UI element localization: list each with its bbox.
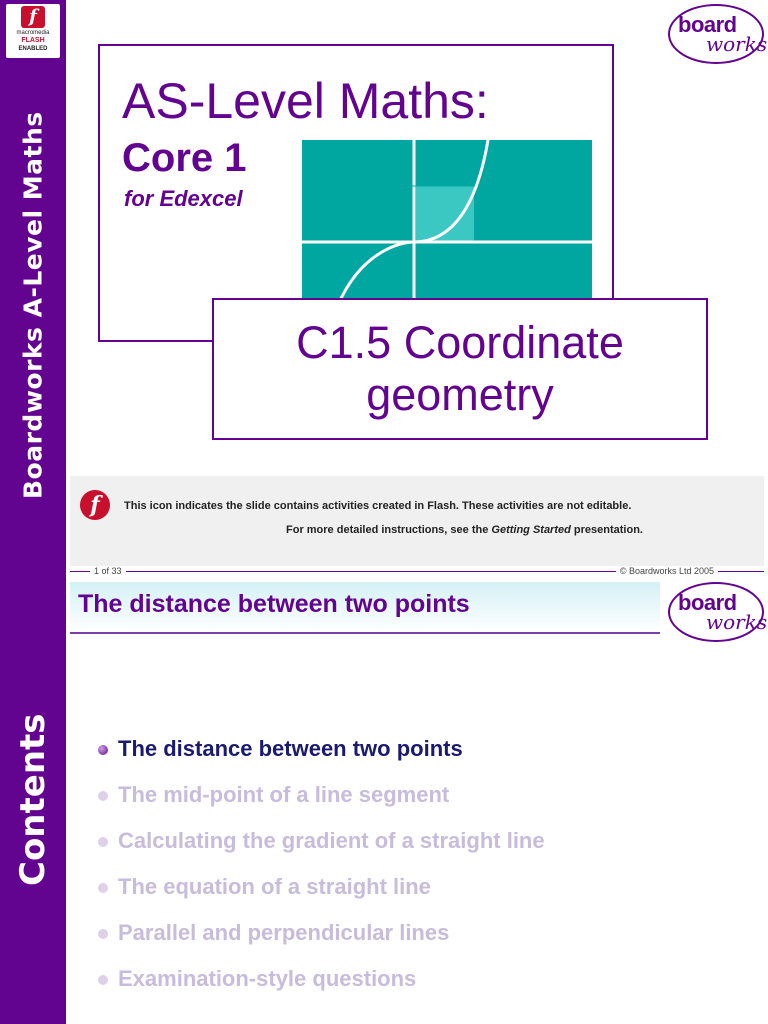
info-text: This icon indicates the slide contains activities created in Flash. These activities are not editable. [124, 500, 632, 512]
sidebar [0, 0, 66, 576]
sidebar-title: Contents [13, 713, 53, 887]
boardworks-logo [668, 582, 768, 642]
contents-item-distance[interactable] [98, 732, 545, 778]
contents-list [98, 732, 545, 1008]
contents-slide [0, 576, 768, 1024]
contents-item-gradient[interactable] [98, 824, 545, 870]
contents-item-label: The equation of a straight line [118, 874, 431, 899]
slide-footer [70, 566, 764, 576]
bullet-icon [98, 975, 108, 985]
contents-item-label: The distance between two points [118, 736, 463, 761]
flash-badge-line2: FLASH [21, 37, 45, 44]
page-title: AS-Level Maths: [122, 73, 489, 129]
getting-started-link[interactable]: Getting Started [491, 524, 571, 536]
sidebar [0, 576, 66, 1024]
logo-word-works: works [706, 610, 768, 634]
page-number: 1 of 33 [90, 566, 126, 576]
flash-enabled-badge [6, 4, 60, 58]
info-panel [70, 476, 764, 566]
contents-item-label: Parallel and perpendicular lines [118, 920, 450, 945]
flash-badge-line3: ENABLED [18, 46, 48, 52]
bullet-icon [98, 883, 108, 893]
contents-item-midpoint[interactable] [98, 778, 545, 824]
logo-word-board: board [678, 590, 737, 615]
sidebar-title: Boardworks A-Level Maths [18, 111, 48, 499]
bullet-icon [98, 791, 108, 801]
info-instructions-before: For more detailed instructions, see the [286, 524, 492, 536]
exam-board: for Edexcel [124, 186, 243, 211]
contents-item-label: Calculating the gradient of a straight line [118, 828, 545, 853]
info-instructions [286, 524, 643, 536]
flash-activity-icon: f [80, 490, 110, 520]
flash-logo-icon: f [21, 6, 45, 28]
slide-title: The distance between two points [78, 590, 470, 618]
flash-badge-line1: macromedia [16, 30, 50, 36]
bullet-icon [98, 745, 108, 755]
copyright: © Boardworks Ltd 2005 [616, 566, 718, 576]
subtitle-line2: geometry [366, 369, 554, 420]
subtitle-line1: C1.5 Coordinate [296, 317, 624, 368]
contents-item-exam[interactable] [98, 962, 545, 1008]
contents-item-label: The mid-point of a line segment [118, 782, 450, 807]
bullet-icon [98, 837, 108, 847]
cubic-graph-illustration [302, 140, 592, 305]
boardworks-logo [668, 4, 768, 64]
bullet-icon [98, 929, 108, 939]
contents-item-parallel[interactable] [98, 916, 545, 962]
contents-item-label: Examination-style questions [118, 966, 417, 991]
contents-item-equation[interactable] [98, 870, 545, 916]
course-unit: Core 1 [122, 136, 247, 180]
logo-word-board: board [678, 12, 737, 37]
logo-word-works: works [706, 32, 768, 56]
subtitle-box [212, 298, 708, 440]
info-instructions-after: presentation. [570, 524, 643, 536]
